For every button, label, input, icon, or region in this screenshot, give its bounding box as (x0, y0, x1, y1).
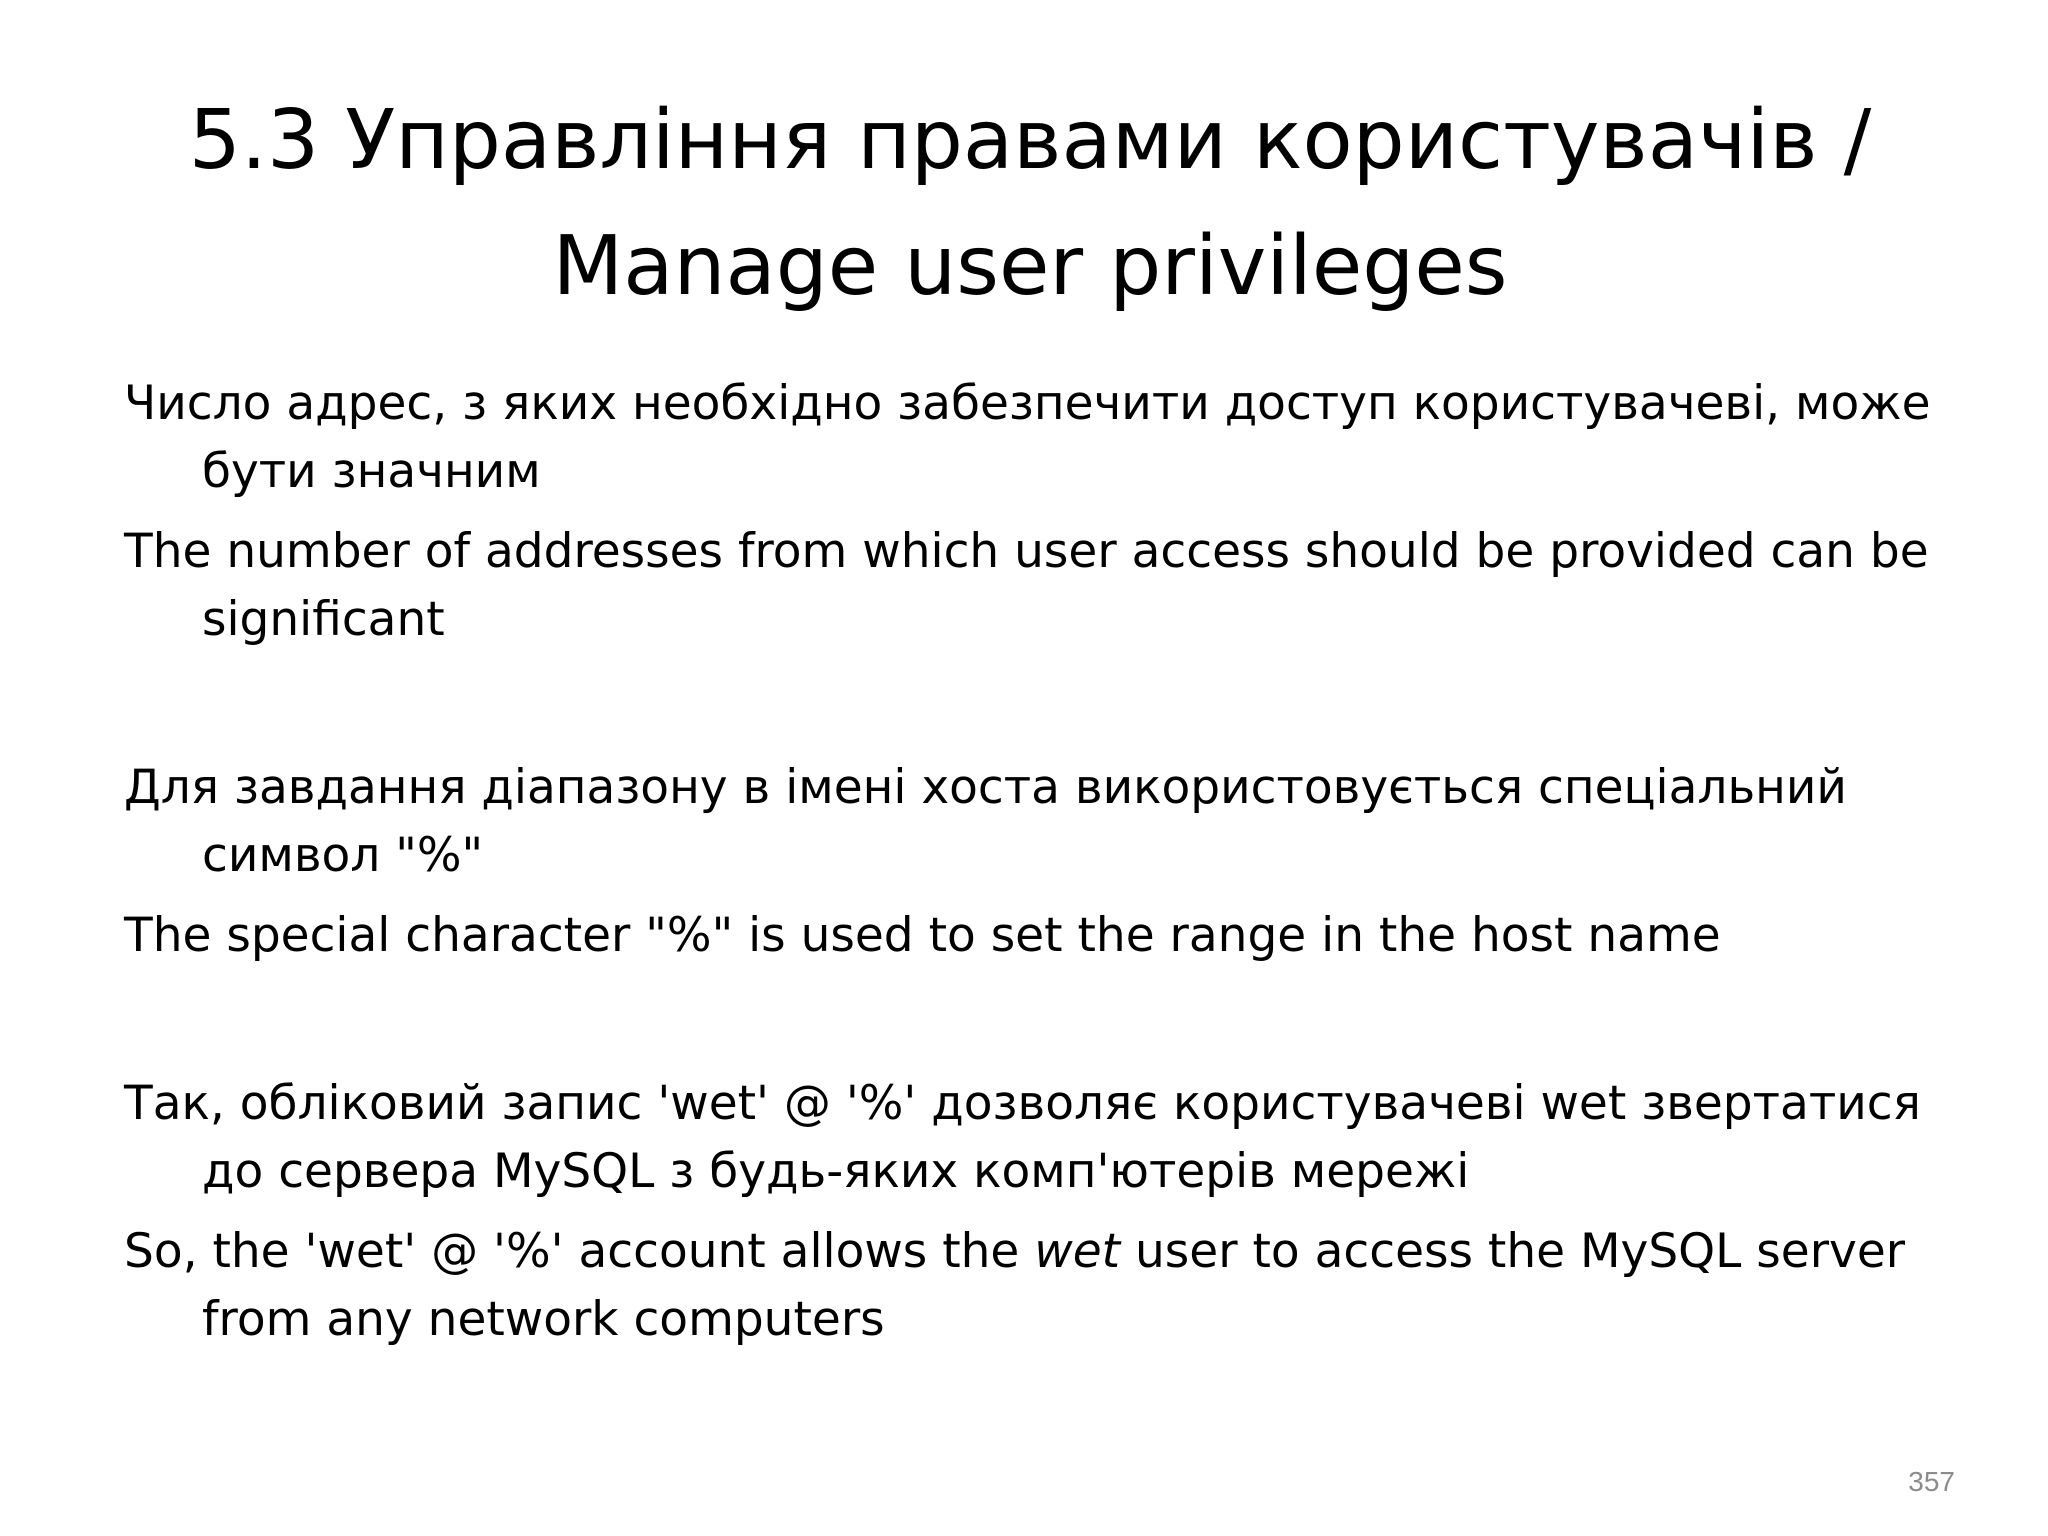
title-line-english: Manage user privileges (552, 219, 1508, 314)
spacer (124, 654, 1964, 754)
page-number: 357 (1908, 1466, 1955, 1497)
paragraph-wildcard-uk: Для завдання діапазону в імені хоста використовується спеціальний символ "%" (124, 760, 1847, 883)
slide-title (120, 78, 1940, 330)
account-en-emphasis: wet (1034, 1224, 1121, 1279)
account-en-text-start: So, the 'wet' @ '%' account allows the (124, 1224, 1035, 1279)
paragraph-addresses-uk: Число адрес, з яких необхідно забезпечити доступ користувачеві, може бути значним (124, 376, 1931, 499)
paragraph-account-en (124, 1218, 1964, 1354)
paragraph-wildcard-en: The special character "%" is used to set the range in the host name (124, 908, 1721, 963)
slide-body (124, 370, 1964, 1354)
paragraph-addresses-en: The number of addresses from which user access should be provided can be significant (124, 524, 1929, 647)
account-en-text-end: user to access the MySQL server from any network computers (202, 1224, 1906, 1347)
paragraph-account-uk: Так, обліковий запис 'wet' @ '%' дозволяє користувачеві wet звертатися до сервера MySQL з будь-яких комп'ютерів мережі (124, 1076, 1921, 1199)
title-line-ukrainian: 5.3 Управління правами користувачів / (188, 93, 1872, 188)
spacer (124, 970, 1964, 1070)
